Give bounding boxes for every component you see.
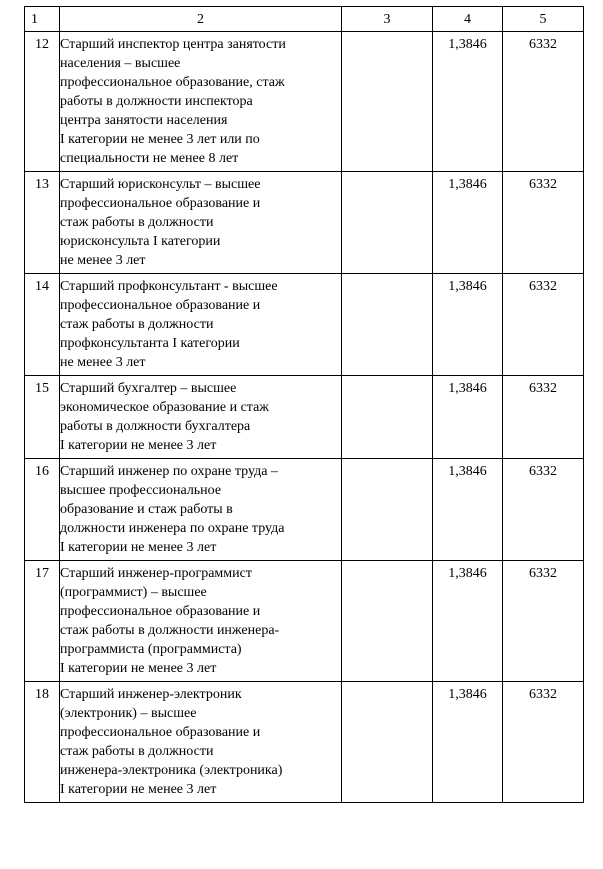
table-row bbox=[25, 459, 584, 561]
table-row bbox=[25, 172, 584, 274]
position-description bbox=[60, 172, 342, 274]
description-line: I категории не менее 3 лет bbox=[60, 438, 217, 453]
description-line: I категории не менее 3 лет bbox=[60, 540, 217, 555]
description-line: образование и стаж работы в bbox=[60, 502, 233, 517]
description-line: экономическое образование и стаж bbox=[60, 400, 269, 415]
description-line: I категории не менее 3 лет bbox=[60, 661, 217, 676]
description-line: стаж работы в должности bbox=[60, 744, 214, 759]
header-cell-5: 5 bbox=[503, 7, 584, 32]
row-number: 16 bbox=[25, 459, 60, 561]
empty-cell bbox=[342, 376, 433, 459]
coefficient-cell: 1,3846 bbox=[433, 32, 503, 172]
coefficient-cell: 1,3846 bbox=[433, 376, 503, 459]
description-line: профессиональное образование и bbox=[60, 725, 261, 740]
description-line: Старший юрисконсульт – высшее bbox=[60, 177, 261, 192]
description-line: работы в должности бухгалтера bbox=[60, 419, 251, 434]
description-line: Старший инженер-электроник bbox=[60, 687, 242, 702]
description-line: профессиональное образование и bbox=[60, 196, 261, 211]
empty-cell bbox=[342, 682, 433, 803]
header-cell-4: 4 bbox=[433, 7, 503, 32]
row-number: 18 bbox=[25, 682, 60, 803]
description-line: Старший инженер-программист bbox=[60, 566, 252, 581]
position-description bbox=[60, 561, 342, 682]
description-line: стаж работы в должности инженера- bbox=[60, 623, 280, 638]
salary-cell: 6332 bbox=[503, 376, 584, 459]
description-line: Старший инженер по охране труда – bbox=[60, 464, 278, 479]
empty-cell bbox=[342, 459, 433, 561]
coefficient-cell: 1,3846 bbox=[433, 274, 503, 376]
description-line: I категории не менее 3 лет bbox=[60, 782, 217, 797]
coefficient-cell: 1,3846 bbox=[433, 682, 503, 803]
description-line: (электроник) – высшее bbox=[60, 706, 197, 721]
position-description bbox=[60, 459, 342, 561]
salary-cell: 6332 bbox=[503, 459, 584, 561]
header-row bbox=[25, 7, 584, 32]
header-cell-3: 3 bbox=[342, 7, 433, 32]
empty-cell bbox=[342, 561, 433, 682]
description-line: (программист) – высшее bbox=[60, 585, 207, 600]
position-description bbox=[60, 682, 342, 803]
empty-cell bbox=[342, 32, 433, 172]
table-row bbox=[25, 32, 584, 172]
description-line: специальности не менее 8 лет bbox=[60, 151, 239, 166]
header-cell-2: 2 bbox=[60, 7, 342, 32]
empty-cell bbox=[342, 172, 433, 274]
row-number: 15 bbox=[25, 376, 60, 459]
description-line: юрисконсульта I категории bbox=[60, 234, 221, 249]
salary-cell: 6332 bbox=[503, 274, 584, 376]
table-row bbox=[25, 376, 584, 459]
description-line: должности инженера по охране труда bbox=[60, 521, 285, 536]
description-line: профессиональное образование, стаж bbox=[60, 75, 285, 90]
coefficient-cell: 1,3846 bbox=[433, 172, 503, 274]
position-description bbox=[60, 32, 342, 172]
description-line: не менее 3 лет bbox=[60, 253, 146, 268]
coefficient-cell: 1,3846 bbox=[433, 459, 503, 561]
description-line: инженера-электроника (электроника) bbox=[60, 763, 283, 778]
description-line: профессиональное образование и bbox=[60, 604, 261, 619]
positions-table bbox=[24, 6, 584, 803]
description-line: работы в должности инспектора bbox=[60, 94, 253, 109]
description-line: Старший профконсультант - высшее bbox=[60, 279, 278, 294]
table-body bbox=[25, 7, 584, 803]
description-line: Старший инспектор центра занятости bbox=[60, 37, 286, 52]
row-number: 14 bbox=[25, 274, 60, 376]
table-row bbox=[25, 274, 584, 376]
salary-cell: 6332 bbox=[503, 32, 584, 172]
salary-cell: 6332 bbox=[503, 561, 584, 682]
description-line: центра занятости населения bbox=[60, 113, 228, 128]
description-line: стаж работы в должности bbox=[60, 317, 214, 332]
salary-cell: 6332 bbox=[503, 172, 584, 274]
description-line: высшее профессиональное bbox=[60, 483, 222, 498]
salary-cell: 6332 bbox=[503, 682, 584, 803]
row-number: 12 bbox=[25, 32, 60, 172]
description-line: программиста (программиста) bbox=[60, 642, 242, 657]
description-line: I категории не менее 3 лет или по bbox=[60, 132, 260, 147]
table-row bbox=[25, 561, 584, 682]
table-row bbox=[25, 682, 584, 803]
header-cell-1: 1 bbox=[25, 7, 60, 32]
position-description bbox=[60, 376, 342, 459]
empty-cell bbox=[342, 274, 433, 376]
row-number: 13 bbox=[25, 172, 60, 274]
description-line: профконсультанта I категории bbox=[60, 336, 240, 351]
description-line: профессиональное образование и bbox=[60, 298, 261, 313]
description-line: населения – высшее bbox=[60, 56, 181, 71]
description-line: стаж работы в должности bbox=[60, 215, 214, 230]
row-number: 17 bbox=[25, 561, 60, 682]
position-description bbox=[60, 274, 342, 376]
description-line: не менее 3 лет bbox=[60, 355, 146, 370]
description-line: Старший бухгалтер – высшее bbox=[60, 381, 237, 396]
coefficient-cell: 1,3846 bbox=[433, 561, 503, 682]
